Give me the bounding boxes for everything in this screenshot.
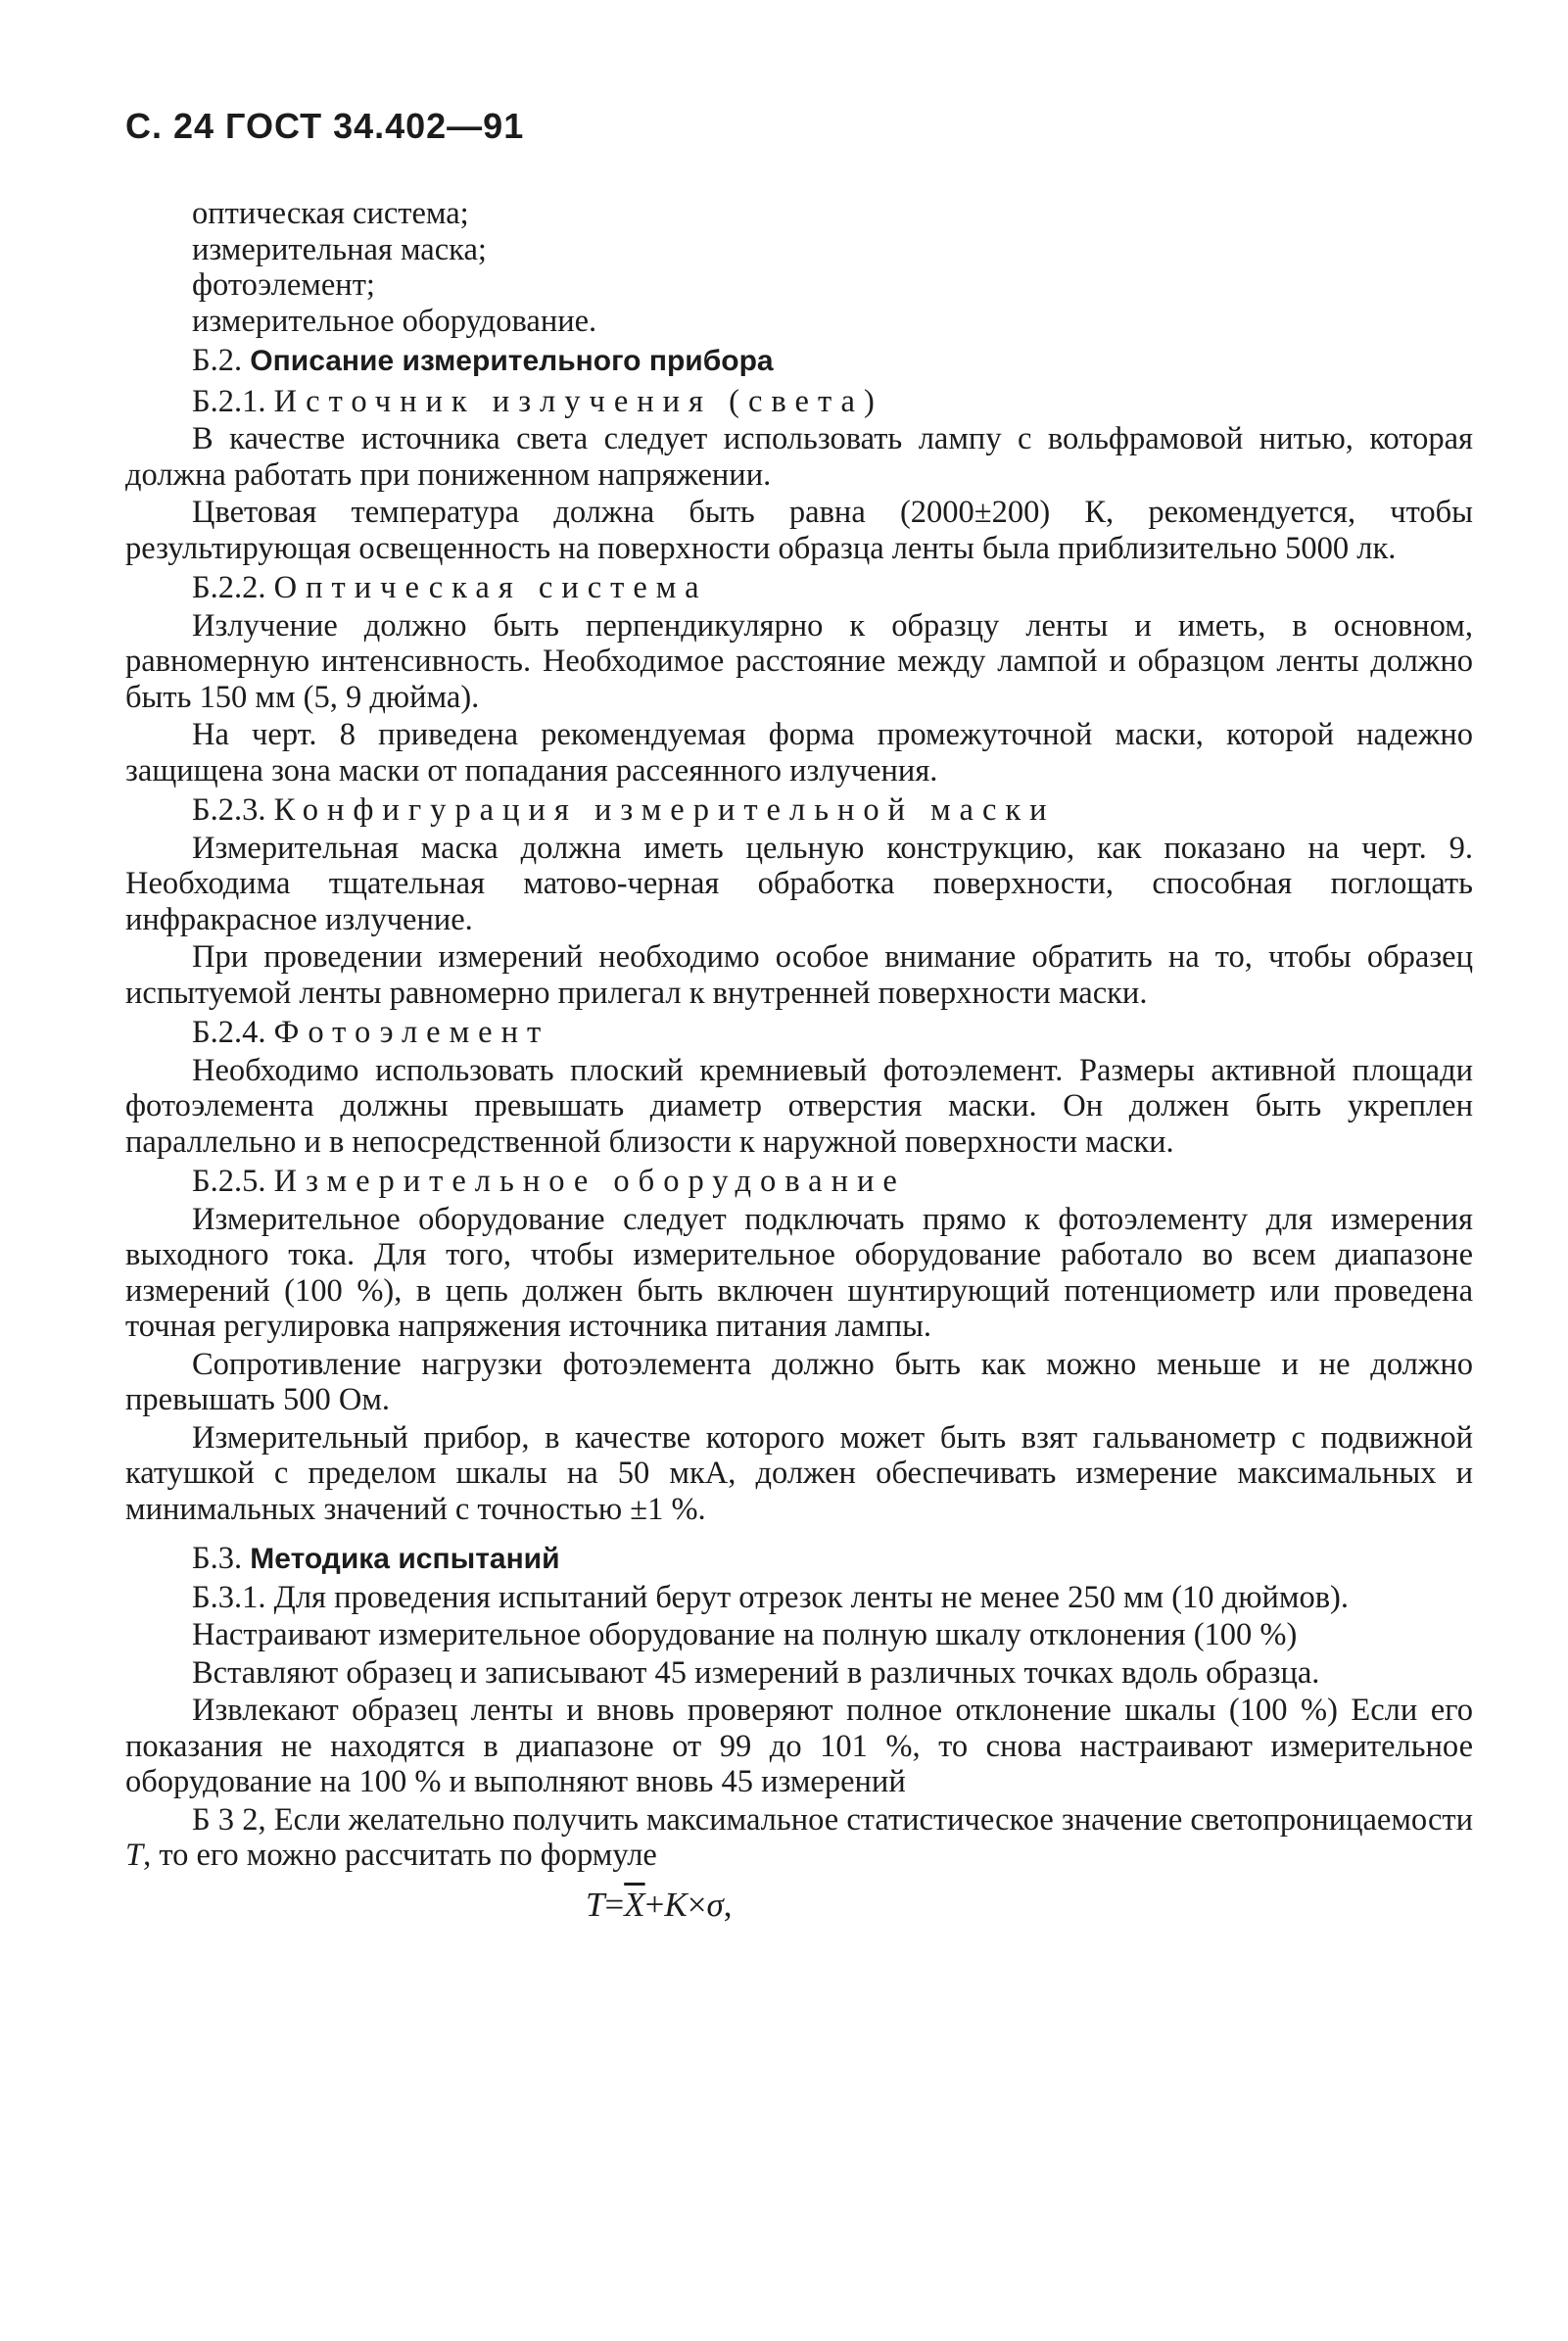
- list-item: измерительное оборудование.: [192, 303, 597, 339]
- section-heading-b22: [192, 570, 1473, 606]
- section-title: Описание измерительного прибора: [250, 345, 774, 377]
- section-heading-b23: [192, 792, 1473, 829]
- paragraph: Излучение должно быть перпендикулярно к образцу ленты и иметь, в основном, равномерную интенсивность. Необходимое расстояние между лампой и образцом ленты должно быть 150 мм (5, 9 дюйма).: [125, 607, 1473, 715]
- section-number: Б.2.: [192, 343, 243, 378]
- page-header: С. 24 ГОСТ 34.402—91: [125, 106, 525, 146]
- list-item: измерительная маска;: [192, 231, 487, 267]
- section-number: Б.2.3.: [192, 792, 266, 828]
- section-title: Оптическая система: [273, 570, 708, 605]
- variable-t: T: [125, 1838, 144, 1873]
- paragraph: Сопротивление нагрузки фотоэлемента должно быть как можно меньше и не должно превышать 500 Ом.: [125, 1346, 1473, 1417]
- section-title: Фотоэлемент: [273, 1015, 550, 1050]
- section-heading-b25: [192, 1164, 1473, 1200]
- list-item: оптическая система;: [192, 196, 469, 231]
- section-number: Б.2.1.: [192, 383, 266, 419]
- list-item: фотоэлемент;: [192, 267, 375, 303]
- section-heading-b21: [192, 384, 1473, 420]
- formula: $T=\overline{X}+K\times\sigma$,: [586, 1885, 733, 1924]
- paragraph: Извлекают образец ленты и вновь проверяют полное отклонение шкалы (100 %) Если его показания не находятся в диапазоне от 99 до 101 %, то снова настраивают измерительное оборудование на 100 % и выполняют вновь 45 измерений: [125, 1693, 1473, 1799]
- section-number: Б.2.2.: [192, 570, 266, 605]
- section-heading-b24: [192, 1015, 1473, 1051]
- document-body: [125, 196, 1473, 1924]
- section-number: Б.3.: [192, 1541, 243, 1576]
- paragraph: В качестве источника света следует использовать лампу с вольфрамовой нитью, которая должна работать при пониженном напряжении.: [125, 421, 1473, 493]
- section-heading-b3: [192, 1541, 1473, 1578]
- paragraph: Необходимо использовать плоский кремниевый фотоэлемент. Размеры активной площади фотоэлемента должны превышать диаметр отверстия маски. Он должен быть укреплен параллельно и в непосредственной близости к наружной поверхности маски.: [125, 1052, 1473, 1160]
- section-heading-b2: [192, 343, 1473, 380]
- paragraph: Б.3.1. Для проведения испытаний берут отрезок ленты не менее 250 мм (10 дюймов).: [192, 1579, 1349, 1615]
- paragraph: Измерительная маска должна иметь цельную конструкцию, как показано на черт. 9. Необходима тщательная матово-черная обработка поверхности, способная поглощать инфракрасное излучение.: [125, 830, 1473, 937]
- paragraph: Измерительное оборудование следует подключать прямо к фотоэлементу для измерения выходного тока. Для того, чтобы измерительное оборудование работало во всем диапазоне измерений (100 %), в цепь должен быть включен шунтирующий потенциометр или проведена точная регулировка напряжения источника питания лампы.: [125, 1201, 1473, 1344]
- paragraph: Цветовая температура должна быть равна (2000±200) К, рекомендуется, чтобы результирующая освещенность на поверхности образца ленты была приблизительно 5000 лк.: [125, 495, 1473, 566]
- paragraph: На черт. 8 приведена рекомендуемая форма промежуточной маски, которой надежно защищена зона маски от попадания рассеянного излучения.: [125, 717, 1473, 788]
- paragraph: Измерительный прибор, в качестве которого может быть взят гальванометр с подвижной катушкой с пределом шкалы на 50 мкА, должен обеспечивать измерение максимальных и минимальных значений с точностью ±1 %.: [125, 1419, 1473, 1527]
- section-title: Конфигурация измерительной маски: [273, 792, 1056, 828]
- paragraph: Б 3 2, Если желательно получить максимальное статистическое значение светопроницаемости T, то его можно рассчитать по формуле: [125, 1801, 1473, 1873]
- section-number: Б.2.5.: [192, 1164, 266, 1199]
- section-title: Источник излучения (света): [273, 383, 883, 419]
- paragraph: Вставляют образец и записывают 45 измерений в различных точках вдоль образца.: [192, 1654, 1320, 1691]
- section-number: Б.2.4.: [192, 1015, 266, 1050]
- paragraph: Настраивают измерительное оборудование на полную шкалу отклонения (100 %): [192, 1617, 1298, 1652]
- section-title: Измерительное оборудование: [273, 1164, 906, 1199]
- paragraph: При проведении измерений необходимо особое внимание обратить на то, чтобы образец испытуемой ленты равномерно прилегал к внутренней поверхности маски.: [125, 939, 1473, 1011]
- section-title: Методика испытаний: [250, 1543, 560, 1575]
